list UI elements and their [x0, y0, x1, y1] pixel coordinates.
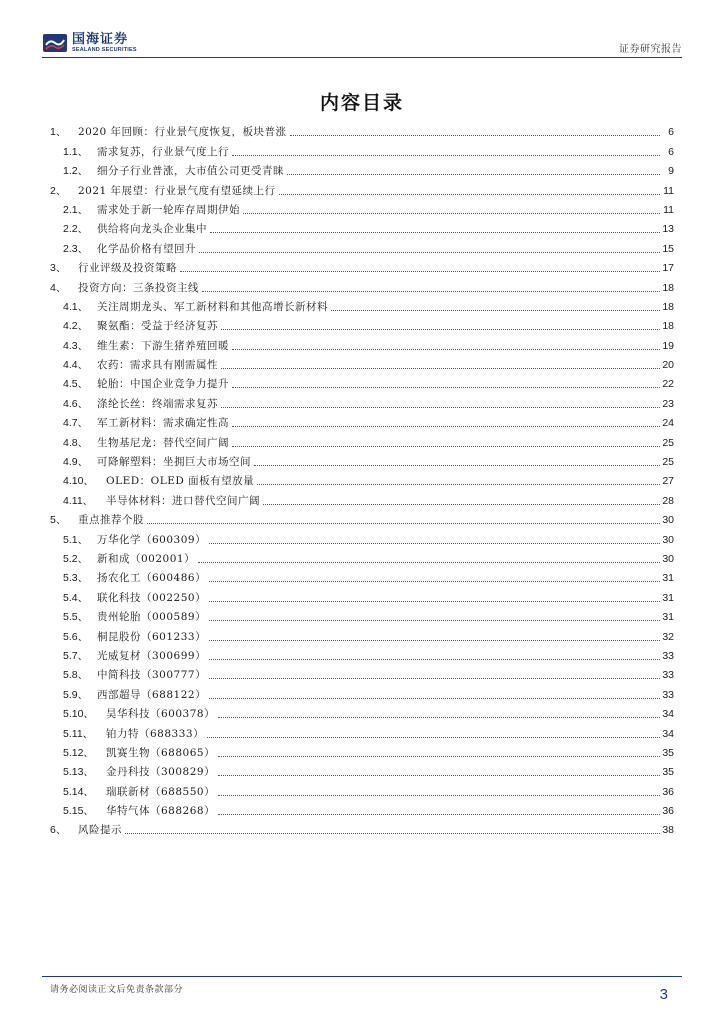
- toc-dot-leader: [198, 562, 660, 563]
- toc-dot-leader: [218, 795, 660, 796]
- toc-entry-page: 25: [662, 456, 674, 469]
- toc-dot-leader: [210, 232, 660, 233]
- toc-dot-leader: [209, 678, 660, 679]
- toc-entry-number: 4.6、: [63, 397, 89, 410]
- toc-entry[interactable]: [50, 295, 674, 314]
- toc-entry[interactable]: [50, 682, 674, 701]
- toc-entry-number: 5.11、: [63, 727, 94, 740]
- toc-entry-number: 1.2、: [63, 165, 89, 178]
- toc-entry-page: 36: [662, 805, 674, 818]
- toc-entry-page: 19: [662, 339, 674, 352]
- toc-entry-number: 5.2、: [63, 552, 89, 565]
- toc-entry-number: 4.5、: [63, 378, 89, 391]
- toc-entry[interactable]: [50, 566, 674, 585]
- toc-entry-title: 半导体材料：进口替代空间广阔: [106, 494, 260, 507]
- toc-entry-number: 1、: [50, 126, 67, 139]
- toc-entry-title: 化学品价格有望回升: [97, 242, 196, 255]
- toc-dot-leader: [218, 775, 660, 776]
- toc-entry-page: 36: [662, 785, 674, 798]
- toc-dot-leader: [232, 426, 660, 427]
- toc-entry-page: 27: [662, 475, 674, 488]
- toc-entry-page: 34: [662, 727, 674, 740]
- toc-dot-leader: [209, 698, 660, 699]
- toc-entry-title: 新和成（002001）: [97, 552, 196, 565]
- toc-entry-page: 28: [662, 494, 674, 507]
- toc-entry-number: 4.11、: [63, 494, 94, 507]
- toc-entry-page: 6: [668, 145, 674, 158]
- toc-entry-number: 2.2、: [63, 223, 89, 236]
- toc-entry[interactable]: [50, 644, 674, 663]
- toc-entry-title: 金丹科技（300829）: [106, 766, 216, 779]
- toc-entry-page: 35: [662, 766, 674, 779]
- toc-dot-leader: [125, 833, 660, 834]
- toc-entry-number: 5.9、: [63, 688, 89, 701]
- toc-entry[interactable]: [50, 818, 674, 837]
- toc-entry-page: 32: [662, 630, 674, 643]
- toc-entry-title: 贵州轮胎（000589）: [97, 611, 207, 624]
- toc-dot-leader: [207, 737, 660, 738]
- toc-entry-number: 4.4、: [63, 359, 89, 372]
- toc-dot-leader: [147, 523, 660, 524]
- toc-entry-page: 34: [662, 708, 674, 721]
- toc-dot-leader: [254, 465, 660, 466]
- toc-dot-leader: [218, 814, 660, 815]
- toc-dot-leader: [232, 155, 660, 156]
- toc-entry[interactable]: [50, 217, 674, 236]
- toc-entry[interactable]: [50, 178, 674, 197]
- toc-entry-title: 维生素：下游生猪养殖回暖: [97, 339, 229, 352]
- toc-entry-title: 生物基尼龙：替代空间广阔: [97, 436, 229, 449]
- toc-dot-leader: [180, 271, 660, 272]
- toc-dot-leader: [287, 174, 660, 175]
- toc-entry-title: 关注周期龙头、军工新材料和其他高增长新材料: [97, 300, 328, 313]
- toc-dot-leader: [232, 349, 660, 350]
- page-number: 3: [659, 986, 668, 1003]
- toc-entry-page: 33: [662, 649, 674, 662]
- toc-entry-page: 18: [662, 281, 674, 294]
- toc-entry-title: 联化科技（002250）: [97, 591, 207, 604]
- toc-entry-number: 5.15、: [63, 805, 94, 818]
- toc-entry-number: 2、: [50, 184, 67, 197]
- toc-dot-leader: [209, 620, 660, 621]
- toc-entry-title: 昊华科技（600378）: [106, 708, 216, 721]
- toc-dot-leader: [279, 194, 660, 195]
- toc-entry-number: 4.1、: [63, 300, 89, 313]
- toc-entry-number: 4.8、: [63, 436, 89, 449]
- toc-entry-title: 军工新材料：需求确定性高: [97, 417, 229, 430]
- toc-entry[interactable]: [50, 236, 674, 255]
- toc-entry-number: 2.1、: [63, 203, 89, 216]
- logo-chinese-name: 国海证券: [72, 31, 129, 47]
- toc-entry[interactable]: [50, 469, 674, 488]
- toc-entry-title: 供给将向龙头企业集中: [97, 223, 207, 236]
- toc-entry[interactable]: [50, 139, 674, 158]
- footer-divider: [42, 976, 682, 977]
- toc-entry-number: 5.12、: [63, 746, 94, 759]
- toc-entry-number: 4.3、: [63, 339, 89, 352]
- toc-entry-title: 桐昆股份（601233）: [97, 630, 207, 643]
- toc-entry-page: 25: [662, 436, 674, 449]
- toc-entry[interactable]: [50, 353, 674, 372]
- toc-entry-number: 5.14、: [63, 785, 94, 798]
- toc-entry-page: 20: [662, 359, 674, 372]
- toc-entry-title: 细分子行业普涨，大市值公司更受青睐: [97, 165, 284, 178]
- toc-entry-page: 23: [662, 397, 674, 410]
- toc-dot-leader: [199, 252, 660, 253]
- page-title: 内容目录: [319, 92, 404, 114]
- toc-entry-title: 重点推荐个股: [78, 514, 144, 527]
- toc-entry-page: 31: [662, 611, 674, 624]
- toc-dot-leader: [209, 581, 660, 582]
- toc-entry[interactable]: [50, 159, 674, 178]
- toc-entry[interactable]: [50, 450, 674, 469]
- toc-entry[interactable]: [50, 372, 674, 391]
- toc-entry-page: 33: [662, 669, 674, 682]
- toc-entry-page: 9: [668, 165, 674, 178]
- toc-entry-title: 2020 年回顾：行业景气度恢复，板块普涨: [78, 126, 287, 139]
- toc-entry-page: 11: [663, 184, 674, 197]
- page-header: [42, 30, 682, 60]
- toc-dot-leader: [218, 717, 660, 718]
- toc-entry[interactable]: [50, 547, 674, 566]
- toc-entry[interactable]: [50, 198, 674, 217]
- toc-entry[interactable]: [50, 508, 674, 527]
- toc-entry-title: 铂力特（688333）: [106, 727, 205, 740]
- toc-entry-number: 5.1、: [63, 533, 89, 546]
- toc-entry[interactable]: [50, 585, 674, 604]
- toc-entry[interactable]: [50, 605, 674, 624]
- toc-entry[interactable]: [50, 527, 674, 546]
- footer-disclaimer: 请务必阅读正文后免责条款部分: [50, 985, 184, 995]
- toc-entry[interactable]: [50, 391, 674, 410]
- toc-entry-number: 4.10、: [63, 475, 94, 488]
- toc-entry[interactable]: [50, 624, 674, 643]
- toc-entry-page: 38: [662, 824, 674, 837]
- toc-entry-number: 1.1、: [63, 145, 89, 158]
- toc-entry-page: 30: [662, 533, 674, 546]
- toc-entry[interactable]: [50, 120, 674, 139]
- toc-entry-number: 5.5、: [63, 611, 89, 624]
- toc-entry-number: 2.3、: [63, 242, 89, 255]
- toc-entry[interactable]: [50, 779, 674, 798]
- toc-dot-leader: [209, 640, 660, 641]
- sealand-logo-icon: [42, 31, 68, 55]
- toc-dot-leader: [263, 504, 660, 505]
- toc-entry-title: 华特气体（688268）: [106, 805, 216, 818]
- toc-dot-leader: [232, 387, 660, 388]
- toc-entry-title: 风险提示: [78, 824, 122, 837]
- header-divider: [42, 57, 682, 58]
- toc-entry-title: 农药：需求具有刚需属性: [97, 359, 218, 372]
- toc-dot-leader: [290, 135, 660, 136]
- toc-entry-title: 中简科技（300777）: [97, 669, 207, 682]
- toc-entry-number: 4、: [50, 281, 67, 294]
- toc-entry-page: 35: [662, 746, 674, 759]
- toc-entry-page: 11: [663, 203, 674, 216]
- toc-entry-title: 瑞联新材（688550）: [106, 785, 216, 798]
- toc-entry-number: 5.10、: [63, 708, 94, 721]
- toc-entry[interactable]: [50, 721, 674, 740]
- toc-entry-page: 22: [662, 378, 674, 391]
- toc-entry-page: 13: [662, 223, 674, 236]
- table-of-contents: [50, 120, 674, 837]
- toc-entry-number: 5.13、: [63, 766, 94, 779]
- toc-entry[interactable]: [50, 256, 674, 275]
- toc-dot-leader: [232, 446, 660, 447]
- toc-entry-page: 15: [662, 242, 674, 255]
- report-type-label: 证券研究报告: [619, 44, 682, 55]
- toc-entry-number: 5.6、: [63, 630, 89, 643]
- toc-dot-leader: [209, 601, 660, 602]
- toc-entry[interactable]: [50, 275, 674, 294]
- toc-entry[interactable]: [50, 760, 674, 779]
- toc-entry-title: 行业评级及投资策略: [78, 262, 177, 275]
- toc-entry-number: 4.9、: [63, 456, 89, 469]
- toc-entry-title: OLED：OLED 面板有望放量: [106, 475, 255, 488]
- toc-dot-leader: [331, 310, 660, 311]
- toc-entry-page: 18: [662, 320, 674, 333]
- toc-entry-page: 24: [662, 417, 674, 430]
- toc-entry-page: 17: [662, 262, 674, 275]
- toc-entry[interactable]: [50, 702, 674, 721]
- toc-entry-number: 5.8、: [63, 669, 89, 682]
- toc-dot-leader: [218, 756, 660, 757]
- toc-entry-page: 33: [662, 688, 674, 701]
- toc-entry-title: 万华化学（600309）: [97, 533, 207, 546]
- toc-entry-title: 需求处于新一轮库存周期伊始: [97, 203, 240, 216]
- toc-entry-page: 31: [662, 591, 674, 604]
- toc-entry-number: 5.3、: [63, 572, 89, 585]
- toc-entry-number: 5.4、: [63, 591, 89, 604]
- toc-entry[interactable]: [50, 430, 674, 449]
- sealand-logo: [42, 30, 137, 56]
- toc-dot-leader: [209, 659, 660, 660]
- toc-entry-title: 扬农化工（600486）: [97, 572, 207, 585]
- toc-entry-number: 4.7、: [63, 417, 89, 430]
- toc-entry-title: 凯赛生物（688065）: [106, 746, 216, 759]
- toc-entry-title: 投资方向：三条投资主线: [78, 281, 199, 294]
- toc-entry[interactable]: [50, 741, 674, 760]
- toc-entry[interactable]: [50, 314, 674, 333]
- toc-entry-number: 3、: [50, 262, 67, 275]
- toc-entry[interactable]: [50, 663, 674, 682]
- toc-entry-page: 18: [662, 300, 674, 313]
- toc-entry-number: 5.7、: [63, 649, 89, 662]
- toc-entry[interactable]: [50, 411, 674, 430]
- toc-dot-leader: [221, 329, 660, 330]
- toc-dot-leader: [202, 291, 660, 292]
- toc-entry-title: 需求复苏，行业景气度上行: [97, 145, 229, 158]
- toc-dot-leader: [243, 213, 660, 214]
- toc-entry-title: 光威复材（300699）: [97, 649, 207, 662]
- toc-entry-title: 西部超导（688122）: [97, 688, 207, 701]
- toc-entry[interactable]: [50, 333, 674, 352]
- toc-dot-leader: [257, 484, 660, 485]
- toc-entry-title: 可降解塑料：坐拥巨大市场空间: [97, 456, 251, 469]
- toc-entry-title: 聚氨酯：受益于经济复苏: [97, 320, 218, 333]
- toc-entry-title: 轮胎：中国企业竞争力提升: [97, 378, 229, 391]
- toc-entry-page: 30: [662, 514, 674, 527]
- toc-entry[interactable]: [50, 799, 674, 818]
- toc-entry[interactable]: [50, 488, 674, 507]
- toc-dot-leader: [221, 368, 660, 369]
- toc-dot-leader: [209, 543, 660, 544]
- toc-entry-page: 30: [662, 552, 674, 565]
- toc-entry-number: 6、: [50, 824, 67, 837]
- toc-entry-page: 6: [668, 126, 674, 139]
- toc-entry-number: 4.2、: [63, 320, 89, 333]
- logo-english-name: SEALAND SECURITIES: [72, 46, 137, 53]
- toc-entry-title: 2021 年展望：行业景气度有望延续上行: [78, 184, 276, 197]
- toc-dot-leader: [221, 407, 660, 408]
- toc-entry-title: 涤纶长丝：终端需求复苏: [97, 397, 218, 410]
- toc-entry-page: 31: [662, 572, 674, 585]
- toc-entry-number: 5、: [50, 514, 67, 527]
